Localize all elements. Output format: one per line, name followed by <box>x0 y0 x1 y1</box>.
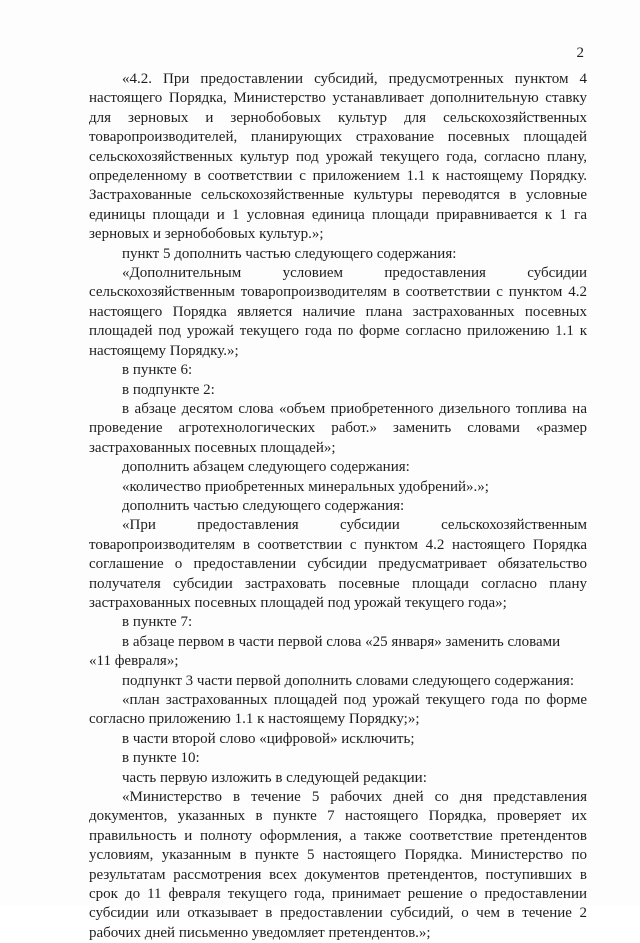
paragraph-new-date: «11 февраля»; <box>89 653 179 670</box>
paragraph-point-10: в пункте 10: <box>122 750 200 767</box>
paragraph-abzats-1-date: в абзаце первом в части первой слова «25 января» заменить словами <box>122 633 561 650</box>
paragraph-point-6: в пункте 6: <box>122 362 193 379</box>
paragraph-4-2-subsidy-rate: «4.2. При предоставлении субсидий, предусмотренных пунктом 4 настоящего Порядка, Министерство устанавливает дополнительную ставку для зерновых и зернобобовых культур для сельскохозяйственных товаропроизводителей, планирующих страхование посевных площадей сельскохозяйственных культур под урожай текущего года, согласно плану, определенному в соответствии с приложением 1.1 к настоящему Порядку. Застрахованные сельскохозяйственные культуры переводятся в условные единицы площади и 1 условная единица площади приравнивается к 1 га зерновых и зернобобовых культур.»; <box>89 71 587 243</box>
paragraph-fertilizer-quantity: «количество приобретенных минеральных удобрений».»; <box>122 478 489 495</box>
paragraph-subpoint-3: подпункт 3 части первой дополнить словами следующего содержания: <box>122 672 574 689</box>
paragraph-additional-condition: «Дополнительным условием предоставления субсидии сельскохозяйственным товаропроизводителям в соответствии с пунктом 4.2 настоящего Порядка является наличие плана застрахованных посевных площадей под урожай текущего года по форме согласно приложению 1.1 к настоящему Порядку.»; <box>89 265 587 359</box>
paragraph-new-wording: часть первую изложить в следующей редакции: <box>122 769 427 786</box>
paragraph-digital-removed: в части второй слово «цифровой» исключить; <box>122 730 415 747</box>
paragraph-subpoint-2: в подпункте 2: <box>122 381 215 398</box>
paragraph-insured-area-plan: «план застрахованных площадей под урожай текущего года по форме согласно приложению 1.1 к настоящему Порядку;»; <box>89 692 587 728</box>
page-number: 2 <box>576 45 584 61</box>
paragraph-point-5-amend: пункт 5 дополнить частью следующего содержания: <box>122 245 457 262</box>
paragraph-point-7: в пункте 7: <box>122 614 193 631</box>
paragraph-add-part: дополнить частью следующего содержания: <box>122 497 405 514</box>
paragraph-ministry-review: «Министерство в течение 5 рабочих дней со дня представления документов, указанных в пункте 7 настоящего Порядка, проверяет их правильность и полноту оформления, а также соответствие претендентов условиям, указанным в пункте 5 настоящего Порядка. Министерство по результатам рассмотрения всех документов претендентов, поступивших в срок до 11 февраля текущего года, принимает решение о предоставлении субсидии или отказывает в предоставлении субсидий, о чем в течение 2 рабочих дней письменно уведомляет претендентов.»; <box>89 789 587 941</box>
paragraph-add-abzats: дополнить абзацем следующего содержания: <box>122 459 410 476</box>
document-body <box>89 70 587 943</box>
paragraph-abzats-10: в абзаце десятом слова «объем приобретенного дизельного топлива на проведение агротехнологических работ.» заменить словами «размер застрахованных посевных площадей»; <box>89 400 587 456</box>
paragraph-agreement-insurance: «При предоставления субсидии сельскохозяйственным товаропроизводителям в соответствии с пунктом 4.2 настоящего Порядка соглашение о предоставлении субсидии предусматривает обязательство получателя субсидии застраховать посевные площади согласно плану застрахованных посевных площадей под урожай текущего года»; <box>89 517 587 611</box>
